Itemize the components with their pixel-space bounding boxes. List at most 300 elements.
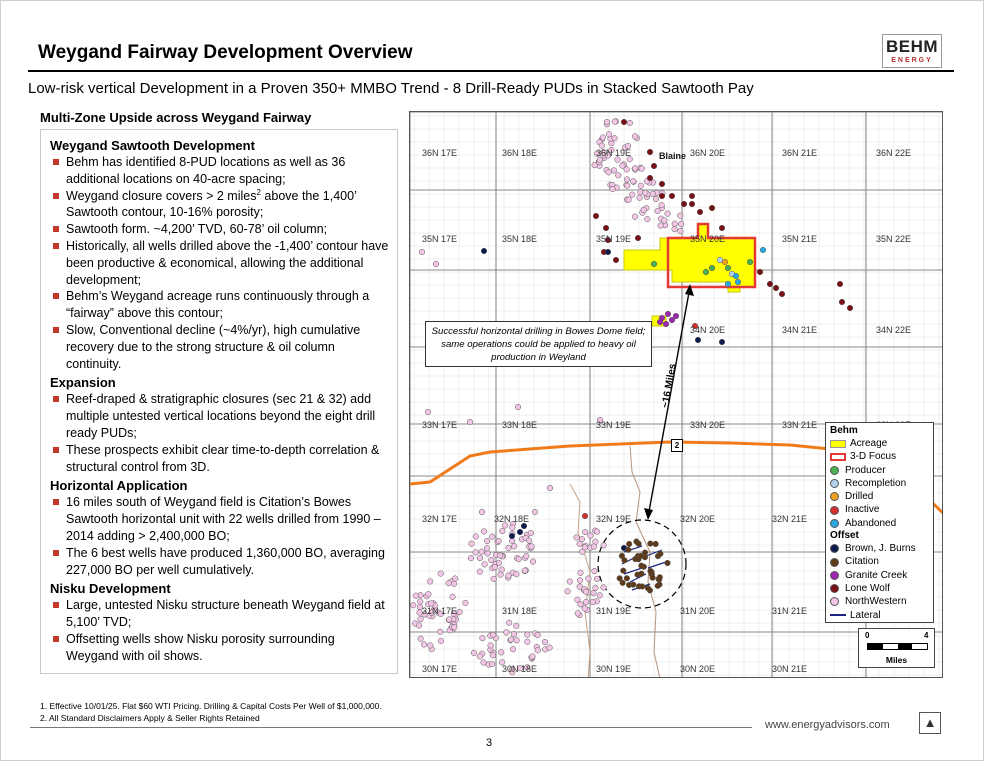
well-marker bbox=[665, 311, 671, 317]
well-marker bbox=[647, 175, 653, 181]
well-marker bbox=[604, 119, 610, 125]
well-marker bbox=[603, 225, 609, 231]
well-marker bbox=[529, 544, 535, 550]
well-marker bbox=[615, 172, 621, 178]
well-marker bbox=[481, 529, 487, 535]
well-marker bbox=[418, 616, 424, 622]
township-label: 30N 21E bbox=[772, 664, 808, 674]
well-marker bbox=[577, 541, 583, 547]
well-marker bbox=[612, 135, 618, 141]
well-marker bbox=[639, 166, 645, 172]
legend-producer bbox=[830, 464, 929, 477]
page-title: Weygand Fairway Development Overview bbox=[38, 42, 413, 63]
well-marker bbox=[410, 602, 416, 608]
legend-lateral bbox=[830, 609, 929, 622]
township-label: 34N 21E bbox=[782, 325, 818, 335]
well-marker bbox=[473, 550, 479, 556]
legend-label: Producer bbox=[845, 464, 886, 476]
well-marker bbox=[648, 541, 654, 547]
well-marker bbox=[498, 650, 504, 656]
abandoned-swatch bbox=[830, 519, 839, 528]
well-marker bbox=[847, 305, 853, 311]
well-marker bbox=[514, 571, 520, 577]
well-marker bbox=[626, 541, 632, 547]
scale-bar-graphic bbox=[867, 643, 928, 650]
well-marker bbox=[632, 134, 638, 140]
well-marker bbox=[747, 259, 753, 265]
well-marker bbox=[416, 623, 422, 629]
well-marker bbox=[511, 631, 517, 637]
well-marker bbox=[665, 211, 671, 217]
nisku-bullet-list bbox=[50, 597, 389, 664]
scale-seg bbox=[883, 644, 898, 649]
township-label: 32N 17E bbox=[422, 514, 458, 524]
well-marker bbox=[631, 178, 637, 184]
scale-max: 4 bbox=[924, 631, 929, 640]
well-marker bbox=[463, 600, 469, 606]
well-marker bbox=[509, 533, 515, 539]
footer-url: www.energyadvisors.com bbox=[765, 719, 890, 731]
well-marker bbox=[733, 273, 739, 279]
text-panel bbox=[40, 129, 398, 674]
well-marker bbox=[651, 163, 657, 169]
well-marker bbox=[481, 248, 487, 254]
well-marker bbox=[433, 261, 439, 267]
bullet-item bbox=[50, 188, 389, 222]
well-marker bbox=[632, 166, 638, 172]
well-marker bbox=[496, 538, 502, 544]
well-marker bbox=[622, 557, 628, 563]
well-marker bbox=[506, 620, 512, 626]
well-marker bbox=[600, 135, 606, 141]
well-marker bbox=[535, 632, 541, 638]
well-marker bbox=[588, 533, 594, 539]
horizontal-bullet-list bbox=[50, 494, 389, 578]
well-marker bbox=[490, 632, 496, 638]
well-marker bbox=[488, 643, 494, 649]
well-marker bbox=[479, 549, 485, 555]
well-marker bbox=[637, 195, 643, 201]
well-marker bbox=[620, 163, 626, 169]
well-marker bbox=[639, 584, 645, 590]
bullet-item: Historically, all wells drilled above the -1,400’ contour have been productive & economical, allowing the additional development; bbox=[50, 238, 389, 288]
scale-seg bbox=[868, 644, 883, 649]
bullet-item: Large, untested Nisku structure beneath Weygand field at 5,100’ TVD; bbox=[50, 597, 389, 631]
township-label: 31N 19E bbox=[596, 606, 632, 616]
well-marker bbox=[635, 235, 641, 241]
well-marker bbox=[645, 216, 651, 222]
well-marker bbox=[767, 281, 773, 287]
township-label: 32N 18E bbox=[494, 514, 530, 524]
well-marker bbox=[499, 567, 505, 573]
footnotes bbox=[40, 701, 382, 724]
well-marker bbox=[760, 247, 766, 253]
well-marker bbox=[659, 181, 665, 187]
title-divider bbox=[28, 70, 954, 72]
legend-granite-creek bbox=[830, 569, 929, 582]
well-marker bbox=[593, 585, 599, 591]
legend-label: Lone Wolf bbox=[845, 582, 890, 594]
legend-label: NorthWestern bbox=[845, 596, 907, 608]
well-marker bbox=[624, 183, 630, 189]
page-number: 3 bbox=[486, 737, 493, 749]
township-label: 30N 18E bbox=[502, 664, 538, 674]
well-marker bbox=[521, 523, 527, 529]
3d-focus-swatch bbox=[830, 453, 846, 461]
inactive-swatch bbox=[830, 506, 839, 515]
township-label: 35N 18E bbox=[502, 234, 538, 244]
bullet-item: Slow, Conventional decline (~4%/yr), high cumulative recovery due to the strong structure & oil column continuity. bbox=[50, 322, 389, 372]
legend-recompletion bbox=[830, 477, 929, 490]
bullet-item: Behm’s Weygand acreage runs continuously through a “fairway” above this contour; bbox=[50, 288, 389, 322]
well-marker bbox=[839, 299, 845, 305]
well-marker bbox=[626, 197, 632, 203]
well-marker bbox=[593, 213, 599, 219]
well-marker bbox=[506, 545, 512, 551]
well-marker bbox=[677, 213, 683, 219]
well-marker bbox=[514, 637, 520, 643]
well-marker bbox=[499, 528, 505, 534]
well-marker bbox=[497, 553, 503, 559]
northwestern-swatch bbox=[830, 597, 839, 606]
well-marker bbox=[567, 579, 573, 585]
well-marker bbox=[647, 149, 653, 155]
well-marker bbox=[508, 637, 514, 643]
well-marker bbox=[594, 529, 600, 535]
bowes-callout: Successful horizontal drilling in Bowes Dome field; same operations could be applied to heavy oil production in Weyland bbox=[425, 321, 652, 367]
well-marker bbox=[471, 650, 477, 656]
legend-label: Drilled bbox=[845, 491, 874, 503]
well-marker bbox=[645, 585, 651, 591]
well-marker bbox=[417, 599, 423, 605]
well-marker bbox=[582, 529, 588, 535]
well-marker bbox=[446, 580, 452, 586]
well-marker bbox=[719, 225, 725, 231]
well-marker bbox=[427, 579, 433, 585]
township-label: 36N 19E bbox=[596, 148, 632, 158]
well-marker bbox=[757, 269, 763, 275]
township-label: 34N 22E bbox=[876, 325, 912, 335]
recompletion-swatch bbox=[830, 479, 839, 488]
well-marker bbox=[779, 291, 785, 297]
legend-behm-title: Behm bbox=[830, 425, 858, 436]
legend-acreage bbox=[830, 437, 929, 450]
well-marker bbox=[627, 120, 633, 126]
well-marker bbox=[591, 544, 597, 550]
well-marker bbox=[582, 606, 588, 612]
logo-sub-text: ENERGY bbox=[891, 57, 933, 64]
well-marker bbox=[591, 590, 597, 596]
township-label: 30N 17E bbox=[422, 664, 458, 674]
well-marker bbox=[650, 191, 656, 197]
legend-northwestern bbox=[830, 595, 929, 608]
township-label: 36N 17E bbox=[422, 148, 458, 158]
arrow-head-south bbox=[644, 508, 653, 520]
well-marker bbox=[681, 201, 687, 207]
granite-creek-swatch bbox=[830, 571, 839, 580]
township-label: 33N 19E bbox=[596, 420, 632, 430]
legend-label: Brown, J. Burns bbox=[845, 543, 916, 555]
township-label: 35N 19E bbox=[596, 234, 632, 244]
well-marker bbox=[638, 553, 644, 559]
sawtooth-bullet-list bbox=[50, 154, 389, 372]
footnote-2: 2. All Standard Disclaimers Apply & Seller Rights Retained bbox=[40, 712, 260, 723]
well-marker bbox=[629, 192, 635, 198]
well-marker bbox=[437, 629, 443, 635]
well-marker bbox=[626, 582, 632, 588]
well-marker bbox=[662, 218, 668, 224]
citation-swatch bbox=[830, 558, 839, 567]
well-marker bbox=[418, 636, 424, 642]
well-marker bbox=[419, 249, 425, 255]
well-marker bbox=[490, 653, 496, 659]
well-marker bbox=[513, 623, 519, 629]
well-marker bbox=[592, 568, 598, 574]
well-marker bbox=[574, 535, 580, 541]
well-marker bbox=[451, 581, 457, 587]
well-marker bbox=[479, 509, 485, 515]
township-label: 33N 20E bbox=[690, 420, 726, 430]
superscript: 2 bbox=[256, 187, 261, 197]
highway-shield: 2 bbox=[671, 439, 683, 452]
well-marker bbox=[606, 131, 612, 137]
well-marker bbox=[467, 419, 473, 425]
well-marker bbox=[532, 509, 538, 515]
logo-main-text: BEHM bbox=[885, 37, 939, 56]
bullet-item: The 6 best wells have produced 1,360,000 BO, averaging 227,000 BO per well cumulatively. bbox=[50, 545, 389, 579]
footnote-1: 1. Effective 10/01/25. Flat $60 WTI Pricing. Drilling & Capital Costs Per Well of $1,000,000. bbox=[40, 701, 382, 711]
oil-derrick-icon: ▲ bbox=[919, 712, 941, 734]
well-marker bbox=[673, 313, 679, 319]
well-marker bbox=[477, 555, 483, 561]
well-marker bbox=[725, 281, 731, 287]
township-label: 31N 18E bbox=[502, 606, 538, 616]
legend-citation bbox=[830, 555, 929, 568]
well-marker bbox=[468, 555, 474, 561]
well-marker bbox=[522, 568, 528, 574]
well-marker bbox=[480, 635, 486, 641]
township-label: 32N 19E bbox=[596, 514, 632, 524]
bullet-text: above the 1,400’ Sawtooth contour, 10-16% porosity; bbox=[66, 188, 357, 220]
well-marker bbox=[613, 257, 619, 263]
well-marker bbox=[678, 221, 684, 227]
legend-label: Inactive bbox=[845, 504, 880, 516]
well-marker bbox=[525, 632, 531, 638]
well-marker bbox=[582, 513, 588, 519]
behm-logo bbox=[882, 34, 942, 68]
well-marker bbox=[510, 646, 516, 652]
well-marker bbox=[525, 639, 531, 645]
well-marker bbox=[639, 571, 645, 577]
well-marker bbox=[620, 568, 626, 574]
well-marker bbox=[606, 170, 612, 176]
bullet-item: Behm has identified 8-PUD locations as well as 36 additional locations on 40-acre spacing; bbox=[50, 154, 389, 188]
well-marker bbox=[425, 409, 431, 415]
well-marker bbox=[492, 564, 498, 570]
legend-inactive bbox=[830, 503, 929, 516]
well-marker bbox=[639, 563, 645, 569]
well-marker bbox=[641, 207, 647, 213]
township-label: 35N 20E bbox=[690, 234, 726, 244]
township-label: 32N 21E bbox=[772, 514, 808, 524]
well-marker bbox=[510, 525, 516, 531]
well-marker bbox=[484, 538, 490, 544]
well-marker bbox=[636, 541, 642, 547]
scale-seg bbox=[898, 644, 913, 649]
bullet-text: Weygand closure covers > 2 miles bbox=[66, 188, 257, 203]
well-marker bbox=[621, 119, 627, 125]
legend-drilled bbox=[830, 490, 929, 503]
bullet-item: 16 miles south of Weygand field is Citation’s Bowes Sawtooth horizontal unit with 22 wells drilled from 1990 – 2014 adding > 2,400,000 BO; bbox=[50, 494, 389, 544]
legend-label: 3-D Focus bbox=[850, 451, 897, 463]
well-marker bbox=[601, 585, 607, 591]
well-marker bbox=[485, 551, 491, 557]
township-label: 31N 21E bbox=[772, 606, 808, 616]
well-marker bbox=[709, 265, 715, 271]
well-marker bbox=[672, 221, 678, 227]
township-label: 31N 17E bbox=[422, 606, 458, 616]
well-marker bbox=[601, 543, 607, 549]
well-marker bbox=[496, 560, 502, 566]
well-marker bbox=[535, 648, 541, 654]
panel-heading-horizontal: Horizontal Application bbox=[50, 478, 188, 494]
well-marker bbox=[452, 576, 458, 582]
well-marker bbox=[677, 228, 683, 234]
well-marker bbox=[689, 201, 695, 207]
township-label: 36N 21E bbox=[782, 148, 818, 158]
township-label: 33N 21E bbox=[782, 420, 818, 430]
legend-brown-burns bbox=[830, 542, 929, 555]
township-label: 35N 21E bbox=[782, 234, 818, 244]
township-label: 34N 20E bbox=[690, 325, 726, 335]
well-marker bbox=[697, 209, 703, 215]
drilled-swatch bbox=[830, 492, 839, 501]
town-label-blaine: Blaine bbox=[659, 151, 687, 161]
legend-label: Granite Creek bbox=[845, 569, 908, 581]
well-marker bbox=[722, 259, 728, 265]
panel-heading-sawtooth: Weygand Sawtooth Development bbox=[50, 138, 255, 153]
acreage-swatch bbox=[830, 440, 846, 448]
well-marker bbox=[473, 534, 479, 540]
well-marker bbox=[565, 589, 571, 595]
well-marker bbox=[735, 279, 741, 285]
panel-heading-expansion: Expansion bbox=[50, 375, 116, 391]
legend-label: Citation bbox=[845, 556, 879, 568]
well-marker bbox=[643, 190, 649, 196]
well-marker bbox=[597, 593, 603, 599]
well-marker bbox=[837, 281, 843, 287]
township-label: 36N 18E bbox=[502, 148, 538, 158]
bullet-item: Sawtooth form. ~4,200’ TVD, 60-78’ oil column; bbox=[50, 221, 389, 238]
well-marker bbox=[638, 183, 644, 189]
well-marker bbox=[446, 617, 452, 623]
well-marker bbox=[528, 530, 534, 536]
well-marker bbox=[583, 599, 589, 605]
township-label: 31N 20E bbox=[680, 606, 716, 616]
well-marker bbox=[669, 193, 675, 199]
well-marker bbox=[484, 546, 490, 552]
township-label: 35N 22E bbox=[876, 234, 912, 244]
well-marker bbox=[452, 625, 458, 631]
well-marker bbox=[617, 575, 623, 581]
well-marker bbox=[516, 556, 522, 562]
scale-units: Miles bbox=[885, 655, 908, 665]
scale-min: 0 bbox=[865, 631, 870, 640]
well-marker bbox=[526, 538, 532, 544]
legend-label: Acreage bbox=[850, 438, 888, 449]
well-marker bbox=[515, 404, 521, 410]
well-marker bbox=[612, 119, 618, 125]
legend-abandoned bbox=[830, 517, 929, 530]
expansion-bullet-list bbox=[50, 391, 389, 475]
well-marker bbox=[659, 202, 665, 208]
well-marker bbox=[658, 223, 664, 229]
lone-wolf-swatch bbox=[830, 584, 839, 593]
well-marker bbox=[725, 265, 731, 271]
township-label: 36N 22E bbox=[876, 148, 912, 158]
legend-label: Abandoned bbox=[845, 517, 897, 529]
well-marker bbox=[530, 559, 536, 565]
well-marker bbox=[624, 575, 630, 581]
well-marker bbox=[504, 630, 510, 636]
bullet-item: These prospects exhibit clear time-to-depth correlation & structural control from 3D. bbox=[50, 442, 389, 476]
well-marker bbox=[438, 638, 444, 644]
well-marker bbox=[577, 578, 583, 584]
well-marker bbox=[547, 485, 553, 491]
field-map bbox=[409, 111, 943, 678]
well-marker bbox=[624, 177, 630, 183]
well-marker bbox=[586, 576, 592, 582]
township-label: 30N 19E bbox=[596, 664, 632, 674]
lateral-line bbox=[648, 562, 666, 568]
well-marker bbox=[482, 562, 488, 568]
legend-label: Recompletion bbox=[845, 477, 907, 489]
well-marker bbox=[450, 594, 456, 600]
well-marker bbox=[592, 162, 598, 168]
well-marker bbox=[653, 196, 659, 202]
well-marker bbox=[542, 639, 548, 645]
well-marker bbox=[610, 186, 616, 192]
scale-seg bbox=[912, 644, 927, 649]
well-marker bbox=[703, 269, 709, 275]
map-legend bbox=[825, 422, 934, 623]
well-marker bbox=[547, 645, 553, 651]
township-label: 36N 20E bbox=[690, 148, 726, 158]
well-marker bbox=[659, 193, 665, 199]
well-marker bbox=[651, 261, 657, 267]
well-marker bbox=[517, 529, 523, 535]
well-marker bbox=[657, 319, 663, 325]
well-marker bbox=[477, 654, 483, 660]
legend-offset-title: Offset bbox=[830, 530, 859, 542]
well-marker bbox=[665, 560, 671, 566]
well-marker bbox=[491, 576, 497, 582]
well-marker bbox=[605, 249, 611, 255]
brown-burns-swatch bbox=[830, 544, 839, 553]
well-marker bbox=[590, 599, 596, 605]
well-marker bbox=[650, 575, 656, 581]
well-marker bbox=[438, 571, 444, 577]
well-marker bbox=[489, 661, 495, 667]
well-marker bbox=[506, 573, 512, 579]
well-marker bbox=[530, 654, 536, 660]
township-label: 32N 20E bbox=[680, 514, 716, 524]
panel-heading-nisku: Nisku Development bbox=[50, 581, 171, 597]
well-marker bbox=[583, 589, 589, 595]
well-marker bbox=[672, 226, 678, 232]
page-subtitle: Low-risk vertical Development in a Proven 350+ MMBO Trend - 8 Drill-Ready PUDs in Stacked Sawtooth Pay bbox=[28, 80, 754, 97]
well-marker bbox=[632, 214, 638, 220]
